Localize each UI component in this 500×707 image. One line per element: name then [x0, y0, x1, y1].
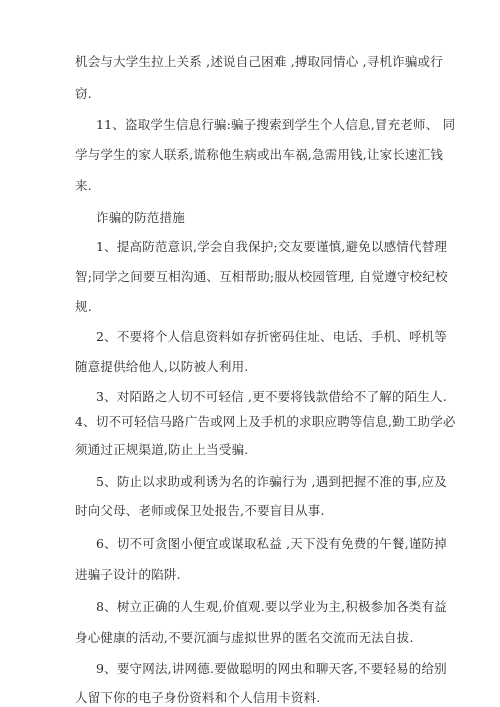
section-heading: 诈骗的防范措施 [96, 210, 185, 225]
text-line: 4、切不可轻信马路广告或网上及手机的求职应聘等信息,勤工助学必 [75, 414, 456, 429]
text-line: 9、要守网法,讲网德.要做聪明的网虫和聊天客,不要轻易的给别 [96, 661, 447, 676]
text-line: 8、树立正确的人生观,价值观.要以学业为主,积极参加各类有益 [96, 599, 447, 614]
text-line: 11、盗取学生信息行骗:骗子搜索到学生个人信息,冒充老师、 同 [96, 117, 456, 132]
text-line: 须通过正规渠道,防止上当受骗. [75, 442, 249, 457]
text-line: 学与学生的家人联系,谎称他生病或出车祸,急需用钱,让家长速汇钱 [75, 147, 444, 162]
text-line: 规. [75, 299, 92, 314]
text-line: 5、防止以求助或利诱为名的诈骗行为 ,遇到把握不准的事,应及 [96, 474, 447, 489]
text-line: 3、对陌路之人切不可轻信 ,更不要将钱款借给不了解的陌生人. [96, 389, 447, 404]
text-line: 人留下你的电子身份资料和个人信用卡资料. [75, 690, 321, 705]
text-line: 时向父母、老师或保卫处报告,不要盲目从事. [75, 503, 325, 518]
text-line: 机会与大学生拉上关系 ,述说自己困难 ,搏取同情心 ,寻机诈骗或行 [75, 54, 443, 69]
text-line: 1、提高防范意识,学会自我保护;交友要谨慎,避免以感情代替理 [96, 239, 448, 254]
text-line: 2、不要将个人信息资料如存折密码住址、电话、手机、呼机等 [96, 329, 448, 344]
text-line: 随意提供给他人,以防被人利用. [75, 359, 249, 374]
text-line: 身心健康的活动,不要沉湎与虚拟世界的匿名交流而无法自拔. [75, 630, 414, 645]
text-line: 6、切不可贪图小便宜或谋取私益 ,天下没有免费的午餐,谨防掉 [96, 536, 447, 551]
text-line: 来. [75, 178, 92, 193]
text-line: 进骗子设计的陷阱. [75, 567, 181, 582]
text-line: 智;同学之间要互相沟通、互相帮助;服从校园管理, 自觉遵守校纪校 [75, 269, 448, 284]
text-line: 窃. [75, 86, 92, 101]
